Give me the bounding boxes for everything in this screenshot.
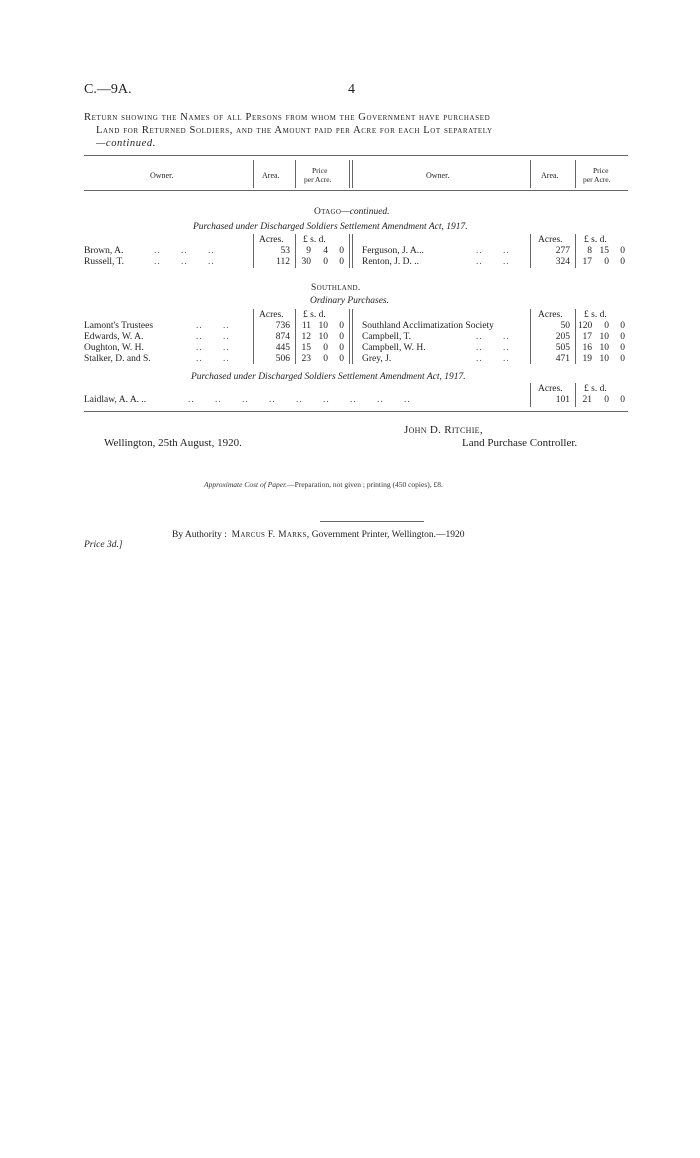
area-value: 506 [275,354,290,364]
unit-lsd: £ s. d. [303,235,326,245]
owner-name: Renton, J. D. .. [362,257,419,267]
area-value: 736 [275,321,290,331]
shillings-value: 10 [599,332,609,342]
section-heading-southland: Southland. [311,283,361,293]
signer-title: Land Purchase Controller. [462,437,578,449]
shillings-value: 0 [604,321,609,331]
area-value: 445 [275,343,290,353]
pounds-value: 9 [306,246,311,256]
title-line-2: Land for Returned Soldiers, and the Amount paid per Acre for each Lot separately [96,125,493,136]
owner-name: Stalker, D. and S. [84,354,151,364]
col-price-left-2: per Acre. [304,175,332,184]
pounds-value: 16 [582,343,592,353]
title-line-3: —continued. [96,138,156,149]
shillings-value: 0 [604,257,609,267]
printer-imprint: By Authority : Marcus F. Marks, Government Printer, Wellington.—1920 [172,530,465,540]
shillings-value: 0 [323,257,328,267]
document-reference: C.—9A. [84,82,132,97]
col-area-left: Area. [262,171,280,180]
unit-acres: Acres. [259,310,284,320]
pence-value: 0 [620,395,625,405]
area-value: 112 [276,257,290,267]
pence-value: 0 [339,321,344,331]
owner-name: Ferguson, J. A... [362,246,424,256]
table-header-rule [84,190,628,191]
area-value: 53 [280,246,290,256]
title-line-1: Return showing the Names of all Persons from whom the Government have purchased [84,112,491,123]
owner-name: Laidlaw, A. A. .. [84,395,147,405]
pounds-value: 19 [582,354,592,364]
pounds-value: 23 [301,354,311,364]
shillings-value: 10 [318,332,328,342]
pence-value: 0 [620,246,625,256]
owner-name: Southland Acclimatization Society [362,321,494,331]
col-owner-left: Owner. [150,171,174,180]
col-price-right-1: Price [593,166,609,175]
shillings-value: 15 [599,246,609,256]
unit-acres: Acres. [538,310,563,320]
owner-name: Grey, J. [362,354,392,364]
area-value: 277 [555,246,570,256]
pounds-value: 8 [587,246,592,256]
pence-value: 0 [620,354,625,364]
table-bottom-rule [84,411,628,412]
section-heading-otago: Otago—continued. [314,207,390,217]
col-price-left-1: Price [312,166,328,175]
pounds-value: 30 [301,257,311,267]
shillings-value: 10 [599,354,609,364]
unit-acres: Acres. [538,384,563,394]
pounds-value: 11 [301,321,311,331]
col-price-right-2: per Acre. [583,175,611,184]
owner-name: Campbell, T. [362,332,411,342]
pence-value: 0 [620,321,625,331]
owner-name: Lamont's Trustees [84,321,154,331]
owner-name: Oughton, W. H. [84,343,144,353]
owner-name: Russell, T. [84,257,125,267]
pounds-value: 17 [582,257,592,267]
table-row [84,257,124,268]
shillings-value: 0 [604,395,609,405]
area-value: 50 [560,321,570,331]
signer-name: John D. Ritchie, [404,424,483,436]
date-line: Wellington, 25th August, 1920. [104,437,242,449]
col-owner-right: Owner. [426,171,450,180]
pounds-value: 21 [582,395,592,405]
pounds-value: 12 [301,332,311,342]
price-note: Price 3d.] [84,540,123,550]
pounds-value: 120 [578,321,593,331]
pence-value: 0 [339,343,344,353]
table-top-rule [84,155,628,156]
area-value: 205 [555,332,570,342]
owner-name: Campbell, W. H. [362,343,426,353]
page-number: 4 [348,82,355,97]
owner-name: Edwards, W. A. [84,332,144,342]
pence-value: 0 [339,246,344,256]
section-subheading-ordinary: Ordinary Purchases. [310,296,389,306]
pounds-value: 17 [582,332,592,342]
section-subheading-dss: Purchased under Discharged Soldiers Settlement Amendment Act, 1917. [191,372,466,382]
pence-value: 0 [620,332,625,342]
col-area-right: Area. [541,171,559,180]
shillings-value: 0 [323,343,328,353]
unit-lsd: £ s. d. [584,310,607,320]
unit-acres: Acres. [259,235,284,245]
pence-value: 0 [339,332,344,342]
pounds-value: 15 [301,343,311,353]
owner-name: Brown, A. [84,246,124,256]
section-subheading-otago: Purchased under Discharged Soldiers Settlement Amendment Act, 1917. [193,222,468,232]
shillings-value: 4 [323,246,328,256]
pence-value: 0 [620,257,625,267]
area-value: 471 [555,354,570,364]
cost-note: Approximate Cost of Paper.—Preparation, not given ; printing (450 copies), £8. [204,480,443,489]
pence-value: 0 [620,343,625,353]
area-value: 324 [555,257,570,267]
area-value: 505 [555,343,570,353]
unit-acres: Acres. [538,235,563,245]
shillings-value: 0 [323,354,328,364]
table-row [84,246,123,257]
unit-lsd: £ s. d. [303,310,326,320]
shillings-value: 10 [318,321,328,331]
unit-lsd: £ s. d. [584,384,607,394]
area-value: 874 [275,332,290,342]
pence-value: 0 [339,257,344,267]
area-value: 101 [555,395,570,405]
pence-value: 0 [339,354,344,364]
unit-lsd: £ s. d. [584,235,607,245]
shillings-value: 10 [599,343,609,353]
imprint-rule [320,521,424,522]
